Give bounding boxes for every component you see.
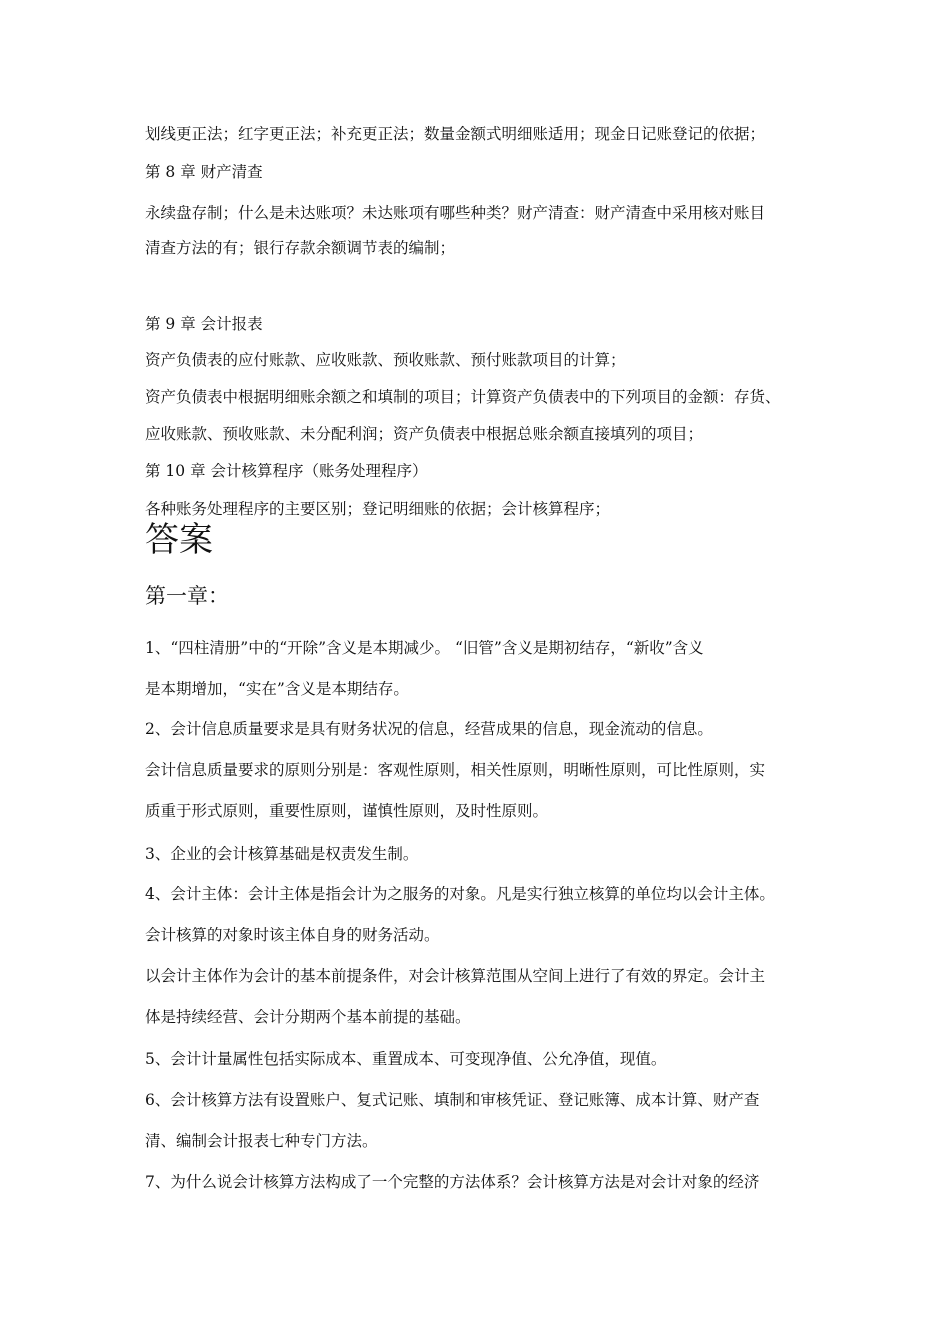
review-line: 资产负债表的应付账款、应收账款、预收账款、预付账款项目的计算；	[145, 351, 626, 369]
review-line: 永续盘存制；什么是未达账项？未达账项有哪些种类？财产清查：财产清查中采用核对账目	[145, 204, 766, 222]
answer-line: 会计信息质量要求的原则分别是：客观性原则，相关性原则，明晰性原则，可比性原则，实	[145, 761, 766, 779]
review-line: 划线更正法；红字更正法；补充更正法；数量金额式明细账适用；现金日记账登记的依据；	[145, 125, 766, 143]
answer-line: 会计核算的对象时该主体自身的财务活动。	[145, 926, 440, 944]
review-line: 各种账务处理程序的主要区别；登记明细账的依据；会计核算程序；	[145, 500, 611, 518]
chapter-9-title: 第 9 章 会计报表	[145, 315, 263, 333]
answer-line: 质重于形式原则，重要性原则，谨慎性原则，及时性原则。	[145, 802, 549, 820]
answer-line: 3、企业的会计核算基础是权责发生制。	[145, 845, 419, 863]
answer-line: 以会计主体作为会计的基本前提条件，对会计核算范围从空间上进行了有效的界定。会计主	[145, 967, 766, 985]
review-line: 应收账款、预收账款、未分配利润；资产负债表中根据总账余额直接填列的项目；	[145, 425, 704, 443]
answer-line: 6、会计核算方法有设置账户、复式记账、填制和审核凭证、登记账簿、成本计算、财产查	[145, 1091, 760, 1109]
review-line: 清查方法的有；银行存款余额调节表的编制；	[145, 239, 456, 257]
answer-line: 5、会计计量属性包括实际成本、重置成本、可变现净值、公允净值，现值。	[145, 1050, 667, 1068]
chapter-10-title: 第 10 章 会计核算程序（账务处理程序）	[145, 462, 428, 480]
answers-heading: 答案	[145, 520, 213, 560]
answer-line: 7、为什么说会计核算方法构成了一个完整的方法体系？会计核算方法是对会计对象的经济	[145, 1173, 760, 1191]
chapter-8-title: 第 8 章 财产清查	[145, 163, 263, 181]
answer-line: 4、会计主体：会计主体是指会计为之服务的对象。凡是实行独立核算的单位均以会计主体。	[145, 885, 775, 903]
answer-line: 1、“四柱清册”中的“开除”含义是本期减少。 “旧管”含义是期初结存，“新收”含义	[145, 639, 704, 657]
answer-line: 体是持续经营、会计分期两个基本前提的基础。	[145, 1008, 471, 1026]
answer-line: 是本期增加，“实在”含义是本期结存。	[145, 680, 409, 698]
answer-line: 2、会计信息质量要求是具有财务状况的信息，经营成果的信息，现金流动的信息。	[145, 720, 713, 738]
review-line: 资产负债表中根据明细账余额之和填制的项目；计算资产负债表中的下列项目的金额：存货、	[145, 388, 781, 406]
chapter-1-heading: 第一章：	[145, 584, 229, 608]
answer-line: 清、编制会计报表七种专门方法。	[145, 1132, 378, 1150]
